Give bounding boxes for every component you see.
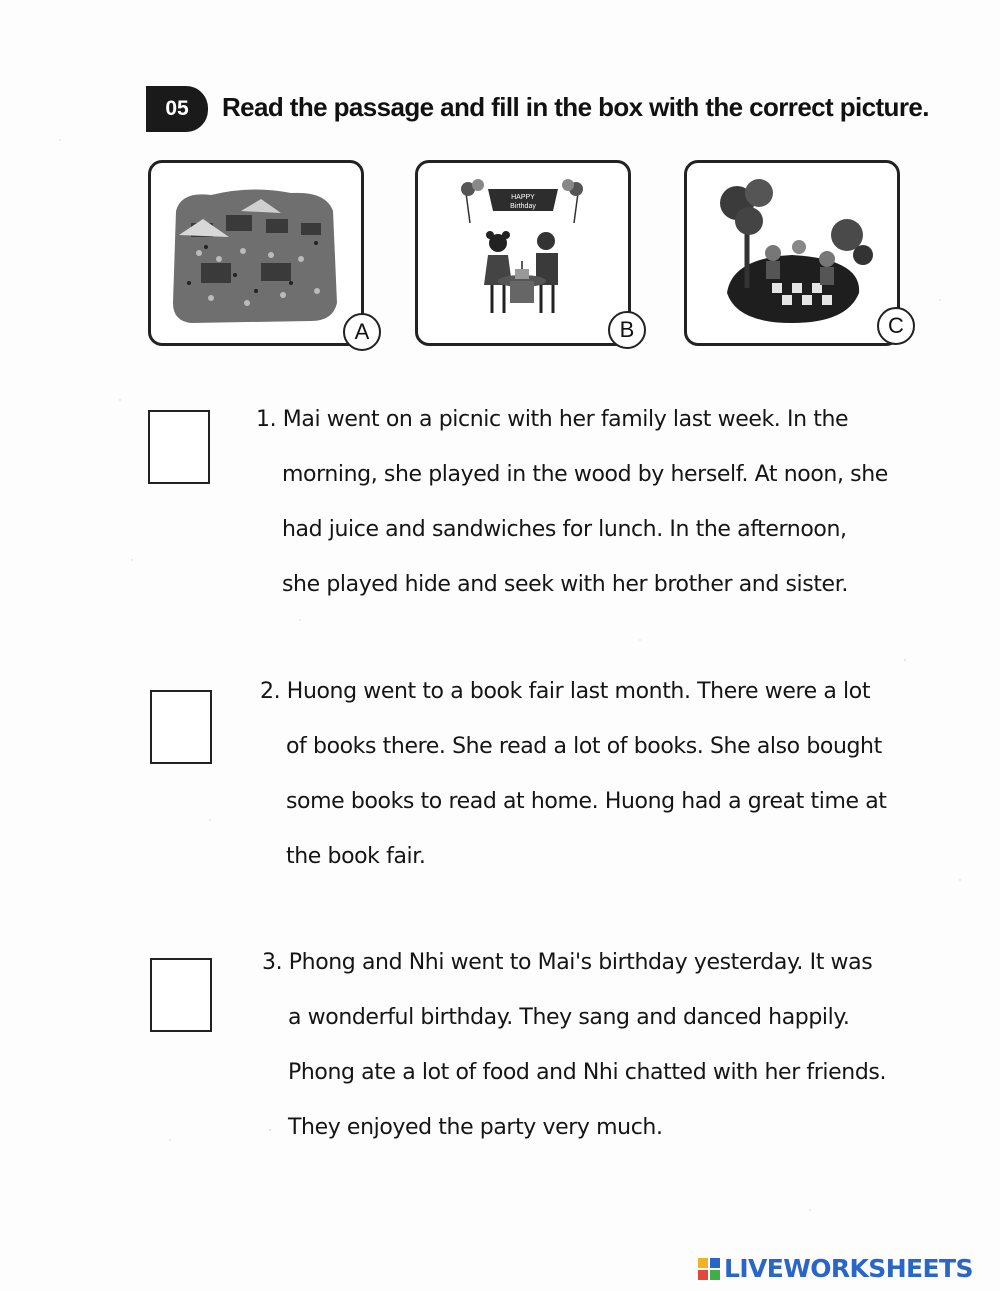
instruction-text: Read the passage and fill in the box with the correct picture. bbox=[222, 92, 929, 122]
answer-box-2[interactable] bbox=[150, 690, 212, 764]
liveworksheets-logo-icon bbox=[698, 1258, 720, 1280]
picture-letter-c: C bbox=[877, 307, 915, 345]
passage-line: Phong ate a lot of food and Nhi chatted with her friends. bbox=[288, 1060, 887, 1085]
picture-letter-a: A bbox=[343, 313, 381, 351]
passage-line: They enjoyed the party very much. bbox=[288, 1115, 663, 1140]
passage-number: 1. bbox=[256, 407, 277, 432]
book-fair-illustration bbox=[151, 163, 361, 343]
banner-happy-text: HAPPY bbox=[511, 194, 535, 201]
banner-birthday-text: Birthday bbox=[510, 203, 536, 210]
passage-2 bbox=[260, 664, 910, 884]
brand-text: LIVEWORKSHEETS bbox=[724, 1254, 973, 1283]
passage-line: a wonderful birthday. They sang and danced happily. bbox=[288, 1005, 850, 1030]
passage-1 bbox=[256, 392, 906, 612]
passage-number: 3. bbox=[262, 950, 283, 975]
picnic-illustration bbox=[687, 163, 897, 343]
passage-line: 3. Phong and Nhi went to Mai's birthday yesterday. It was bbox=[262, 950, 873, 975]
answer-box-1[interactable] bbox=[148, 410, 210, 484]
passage-line: she played hide and seek with her brother and sister. bbox=[282, 572, 848, 597]
picture-b bbox=[415, 160, 635, 346]
picture-a bbox=[148, 160, 370, 346]
picture-c bbox=[684, 160, 904, 346]
passage-line: 2. Huong went to a book fair last month. There were a lot bbox=[260, 679, 871, 704]
passage-3 bbox=[262, 935, 912, 1155]
picture-letter-b: B bbox=[608, 311, 646, 349]
passage-line: 1. Mai went on a picnic with her family last week. In the bbox=[256, 407, 849, 432]
exercise-number-badge: 05 bbox=[146, 86, 208, 132]
passage-line: some books to read at home. Huong had a great time at bbox=[286, 789, 887, 814]
birthday-illustration bbox=[418, 163, 628, 343]
passage-number: 2. bbox=[260, 679, 281, 704]
passage-line: had juice and sandwiches for lunch. In the afternoon, bbox=[282, 517, 847, 542]
exercise-header bbox=[146, 84, 929, 136]
passage-line: of books there. She read a lot of books. She also bought bbox=[286, 734, 882, 759]
answer-box-3[interactable] bbox=[150, 958, 212, 1032]
liveworksheets-brand bbox=[698, 1254, 973, 1283]
passage-line: the book fair. bbox=[286, 844, 426, 869]
passage-line: morning, she played in the wood by herself. At noon, she bbox=[282, 462, 888, 487]
